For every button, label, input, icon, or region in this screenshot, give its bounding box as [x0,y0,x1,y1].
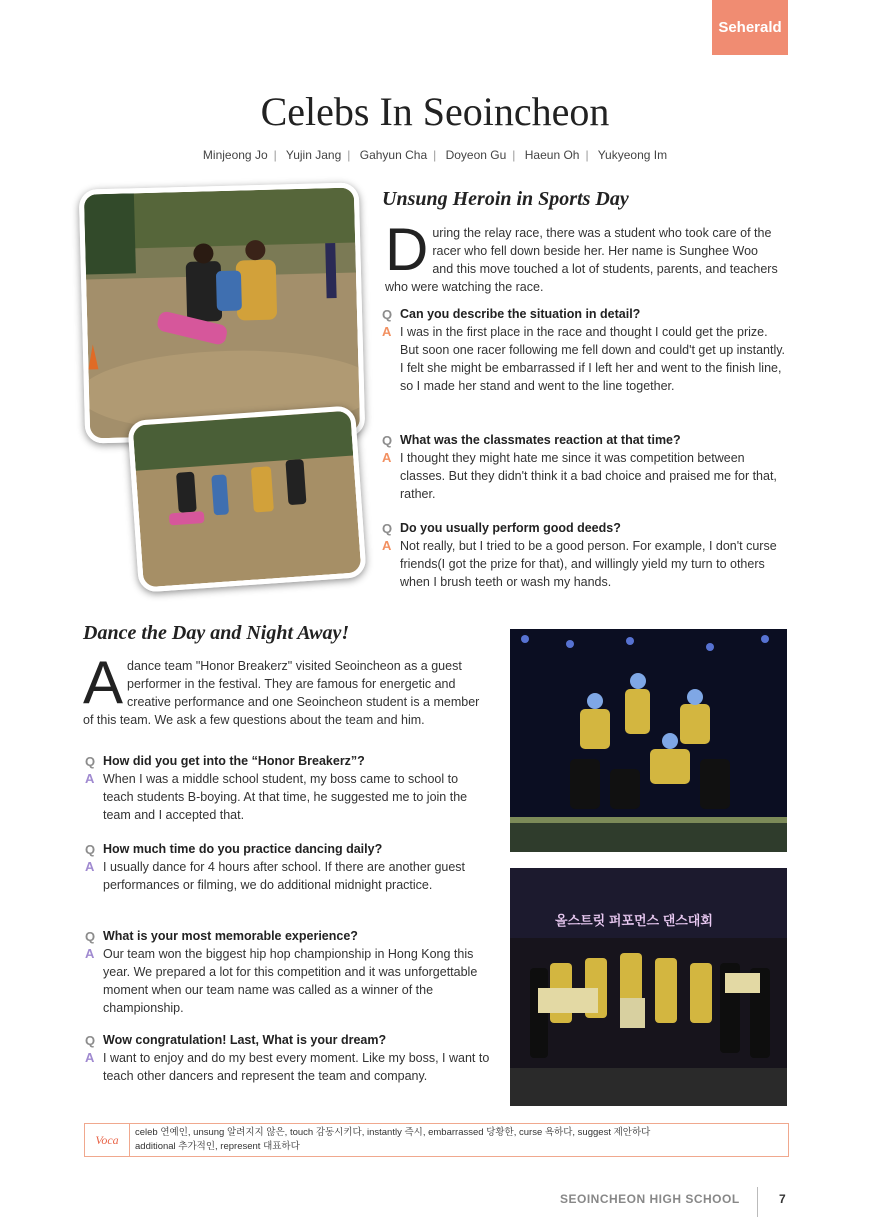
question-icon: Q [85,1032,96,1048]
section-intro [385,216,782,296]
author: Yujin Jang [285,148,342,162]
author: Minjeong Jo [202,148,268,162]
answer-icon: A [85,946,95,961]
question-text: Wow congratulation! Last, What is your dream? [103,1033,387,1047]
question-icon: Q [85,928,96,944]
answer-text: When I was a middle school student, my boss came to school to teach students B-boying. At that time, he suggested me to join the team and I accepted that. [103,772,468,822]
voca-line: celeb 연예인, unsung 알려지지 않은, touch 감동시키다, instantly 즉시, embarrassed 당황한, curse 욕하다, suggest 제안하다 [135,1127,651,1138]
relay-race-photo-1 [79,182,366,443]
dance-performance-photo [510,629,787,852]
question-icon: Q [85,841,96,857]
answer-icon: A [85,859,95,874]
qa-block [85,927,490,1017]
answer-text: Not really, but I tried to be a good person. For example, I don't curse friends(I got the prize for that), and willingly yield my turn to others when I brush teeth or wash my hands. [400,539,777,589]
answer-icon: A [382,538,392,553]
answer-text: I was in the first place in the race and thought I could get the prize. But soon one racer following me fell down and could't get up instantly. I felt she might be embarrassed if I left her and went to the finish line, so I made her stand and went to the line together. [400,325,786,393]
qa-block [85,752,490,824]
question-icon: Q [382,520,393,536]
author: Yukyeong Im [597,148,668,162]
section-intro [83,649,488,729]
question-icon: Q [85,753,96,769]
section-title: Dance the Day and Night Away! [83,622,350,644]
qa-block [382,431,787,503]
drop-cap: A [83,649,124,716]
qa-block [382,519,787,591]
vocabulary-box [84,1123,789,1157]
answer-icon: A [85,771,95,786]
answer-text: I thought they might hate me since it was competition between classes. But they didn't think it a bad choice and praised me for that, rather. [400,451,777,501]
footer-divider [757,1187,758,1217]
author: Doyeon Gu [445,148,507,162]
answer-text: Our team won the biggest hip hop championship in Hong Kong this year. We prepared a lot for this competition and it was unforgettable moment when our team name was called as a winner of the championship. [103,947,478,1015]
answer-icon: A [85,1050,95,1065]
answer-icon: A [382,450,392,465]
question-text: How did you get into the “Honor Breakerz”? [103,754,365,768]
voca-line: additional 추가적인, represent 대표하다 [135,1141,300,1152]
page-title: Celebs In Seoincheon [260,89,610,134]
answer-text: I want to enjoy and do my best every moment. Like my boss, I want to teach other dancers and represent the team and company. [103,1051,490,1083]
answer-text: I usually dance for 4 hours after school. If there are another guest performances or filming, we do additional midnight practice. [103,860,466,892]
drop-cap: D [385,216,429,283]
magazine-logo: Seherald [712,0,788,55]
question-text: How much time do you practice dancing daily? [103,842,383,856]
page-number: 7 [779,1192,786,1206]
author-list: Minjeong Jo | Yujin Jang | Gahyun Cha | Doyeon Gu | Haeun Oh | Yukyeong Im [202,148,668,162]
qa-block [85,1031,490,1085]
relay-race-photo-2 [127,405,366,592]
question-text: What is your most memorable experience? [103,929,358,943]
author: Gahyun Cha [359,148,428,162]
question-text: What was the classmates reaction at that time? [400,433,681,447]
dance-award-photo [510,868,787,1106]
author: Haeun Oh [524,148,580,162]
question-text: Do you usually perform good deeds? [400,521,621,535]
footer-school: SEOINCHEON HIGH SCHOOL [560,1192,740,1206]
section-title: Unsung Heroin in Sports Day [382,188,629,210]
banner-text: 올스트릿 퍼포먼스 댄스대회 [555,913,713,928]
qa-block [85,840,490,894]
intro-text: uring the relay race, there was a student who took care of the racer who fell down beside her. Her name is Sunghee Woo and this move touched a lot of students, parents, and teachers who were watching the race. [385,226,778,294]
question-text: Can you describe the situation in detail? [400,307,641,321]
question-icon: Q [382,432,393,448]
voca-label: Voca [85,1124,130,1156]
question-icon: Q [382,306,393,322]
voca-text [130,1126,650,1154]
qa-block [382,305,787,395]
answer-icon: A [382,324,392,339]
intro-text: dance team "Honor Breakerz" visited Seoincheon as a guest performer in the festival. They are famous for energetic and creative performance and one Seoincheon student is a member of this team. We ask a few questions about the team and him. [83,659,480,727]
